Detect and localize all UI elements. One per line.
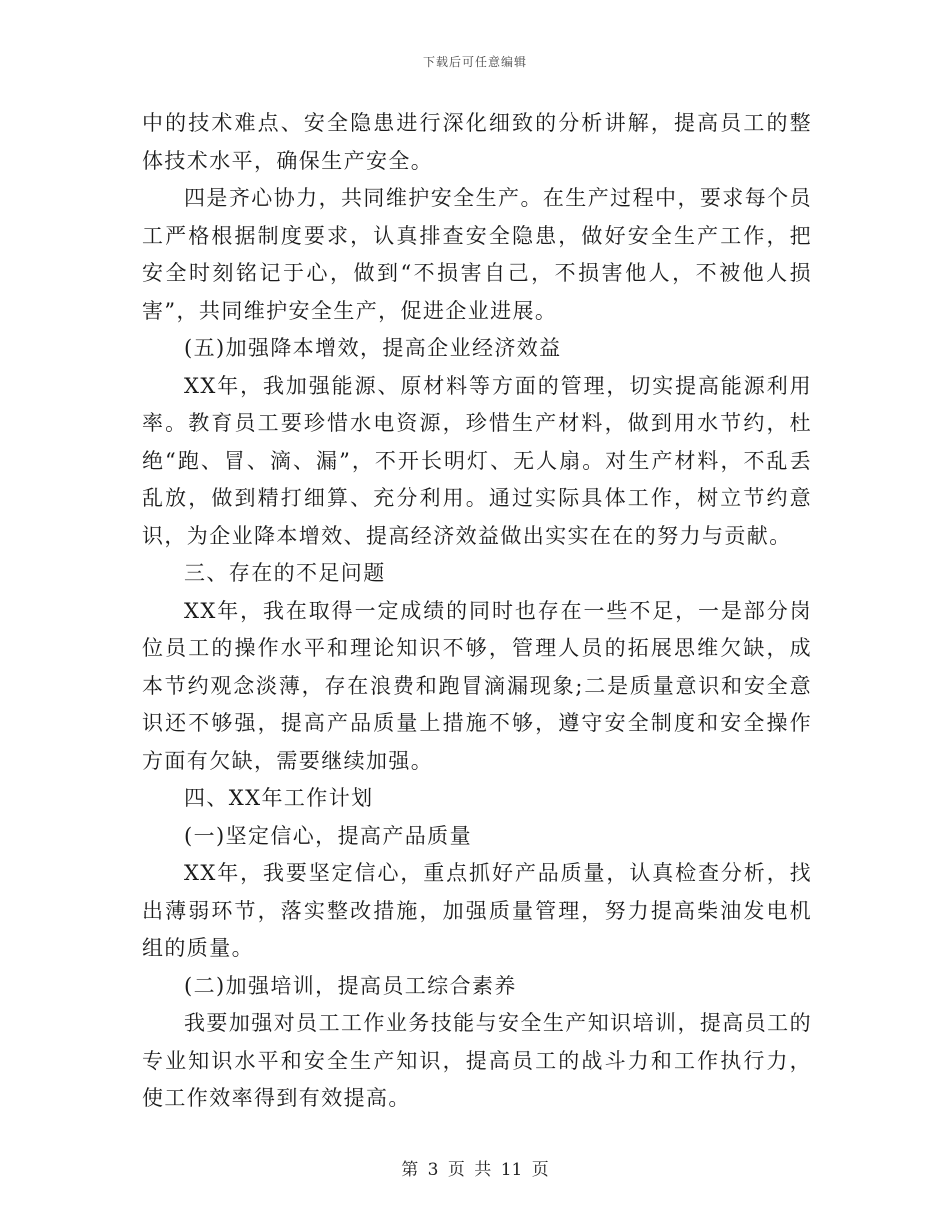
page-header: 下载后可任意编辑 <box>422 55 527 69</box>
paragraph: XX年，我要坚定信心，重点抓好产品质量，认真检查分析，找出薄弱环节，落实整改措施，加强质量管理，努力提高柴油发电机组的质量。 <box>142 861 812 960</box>
paragraph: XX年，我在取得一定成绩的同时也存在一些不足，一是部分岗位员工的操作水平和理论知识不够，管理人员的拓展思维欠缺，成本节约观念淡薄，存在浪费和跑冒滴漏现象;二是质量意识和安全意识还不够强，提高产品质量上措施不够，遵守安全制度和安全操作方面有欠缺，需要继续加强。 <box>142 598 812 773</box>
section-heading: 四、XX年工作计划 <box>184 786 374 810</box>
paragraph: 中的技术难点、安全隐患进行深化细致的分析讲解，提高员工的整体技术水平，确保生产安全。 <box>142 111 812 173</box>
section-heading: (二)加强培训，提高员工综合素养 <box>184 973 517 998</box>
section-heading: 三、存在的不足问题 <box>184 561 386 585</box>
paragraph: 四是齐心协力，共同维护安全生产。在生产过程中，要求每个员工严格根据制度要求，认真排查安全隐患，做好安全生产工作，把安全时刻铭记于心，做到“不损害自己，不损害他人，不被他人损害”，共同维护安全生产，促进企业进展。 <box>142 186 812 323</box>
section-heading: (一)坚定信心，提高产品质量 <box>184 823 472 848</box>
section-heading: (五)加强降本增效，提高企业经济效益 <box>184 336 562 360</box>
document-body <box>142 105 812 1118</box>
paragraph: 我要加强对员工工作业务技能与安全生产知识培训，提高员工的专业知识水平和安全生产知识，提高员工的战斗力和工作执行力，使工作效率得到有效提高。 <box>142 1011 812 1110</box>
paragraph: XX年，我加强能源、原材料等方面的管理，切实提高能源利用率。教育员工要珍惜水电资源，珍惜生产材料，做到用水节约，杜绝“跑、冒、滴、漏”，不开长明灯、无人扇。对生产材料，不乱丢乱放，做到精打细算、充分利用。通过实际具体工作，树立节约意识，为企业降本增效、提高经济效益做出实实在在的努力与贡献。 <box>142 373 812 548</box>
page-number: 第 3 页 共 11 页 <box>401 1160 549 1180</box>
